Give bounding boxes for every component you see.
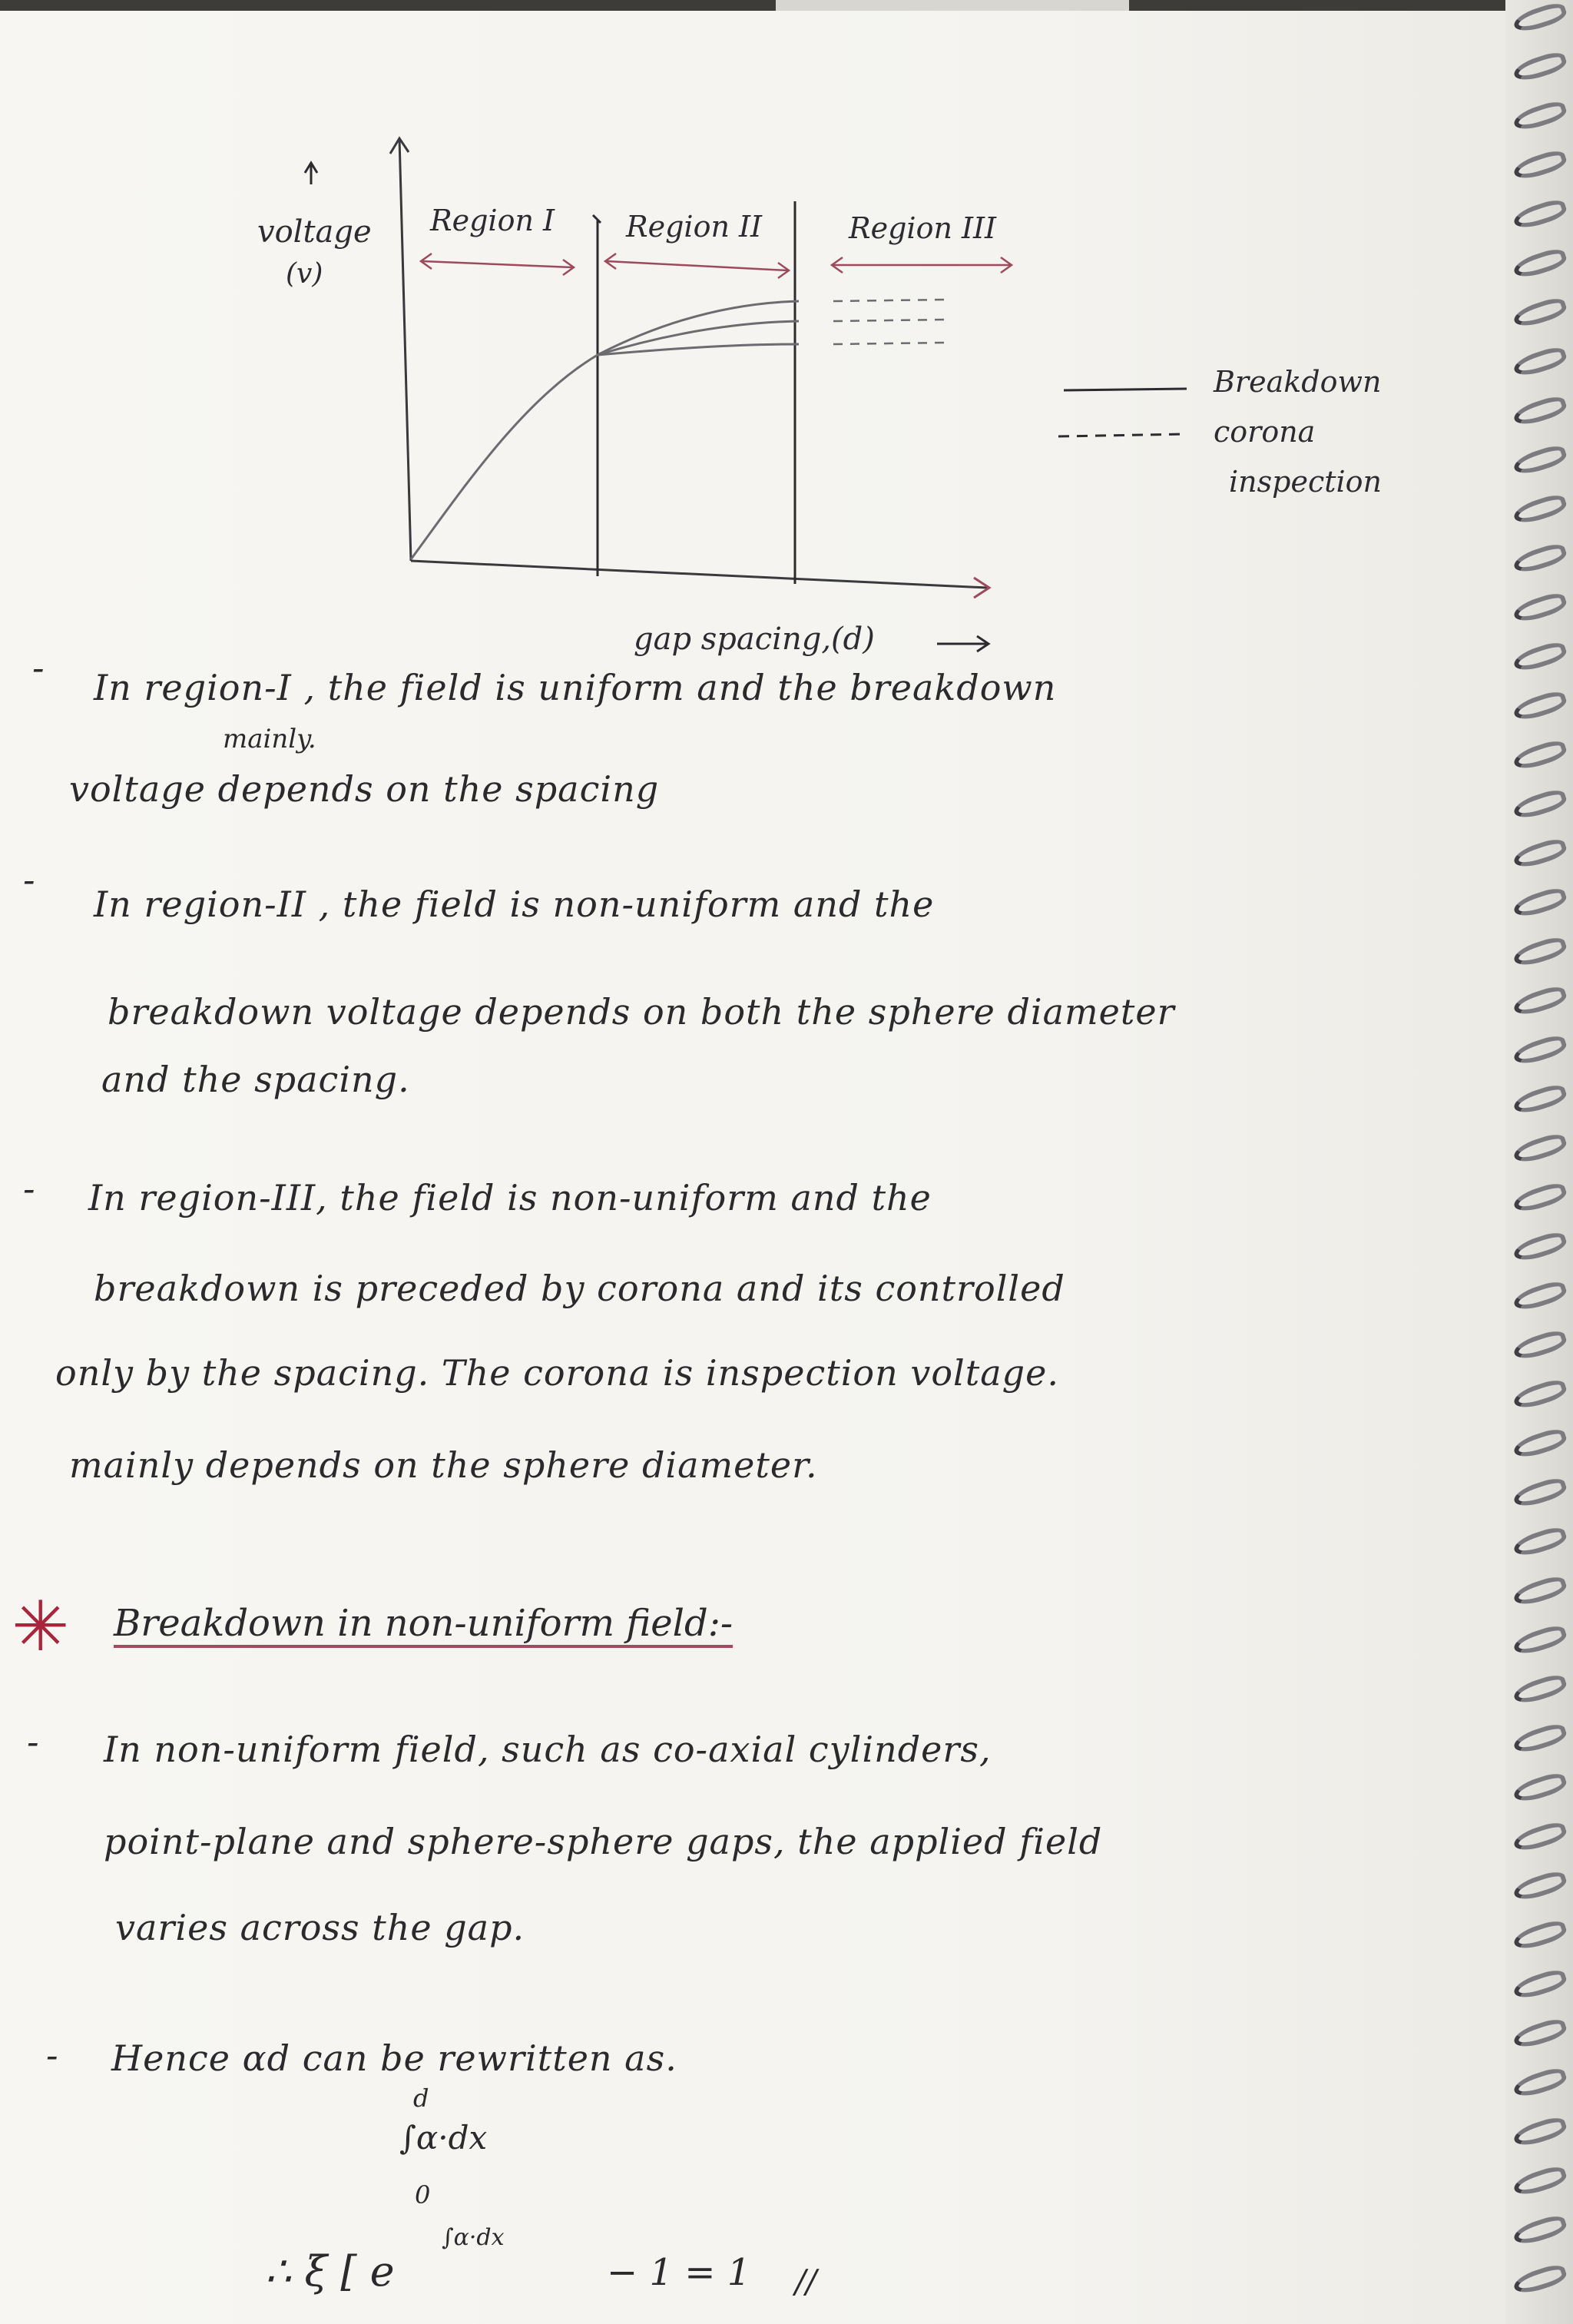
spiral-ring [1512, 836, 1569, 871]
spiral-ring [1512, 1278, 1569, 1314]
integral-lower-limit: 0 [415, 2180, 431, 2210]
spiral-ring [1512, 197, 1569, 232]
region-arrows [421, 254, 1012, 278]
legend-corona: corona [1214, 415, 1316, 449]
legend-dashed-sample [1058, 434, 1187, 436]
spiral-ring [1512, 1328, 1569, 1363]
spiral-ring [1512, 49, 1569, 85]
region-1-label: Region I [430, 204, 555, 237]
spiral-ring [1512, 787, 1569, 822]
spiral-ring [1512, 590, 1569, 625]
spiral-ring [1512, 2114, 1569, 2150]
spiral-ring [1512, 1918, 1569, 1953]
spiral-ring [1512, 443, 1569, 478]
p2-line-1: In region-II , the field is non-uniform and the [94, 884, 935, 925]
region-3-label: Region III [849, 211, 997, 245]
bullet-3: - [23, 1168, 35, 1209]
spiral-ring [1512, 148, 1569, 183]
spiral-ring [1512, 1033, 1569, 1068]
y-axis-unit: (v) [286, 258, 323, 290]
p3-line-1: In region-III, the field is non-uniform and the [88, 1177, 932, 1218]
spiral-ring [1512, 1868, 1569, 1904]
integral-expression: ∫α·dx [399, 2119, 488, 2157]
s1-line-1: In non-uniform field, such as co-axial cylinders, [104, 1729, 992, 1770]
spiral-ring [1512, 2262, 1569, 2297]
legend-breakdown: Breakdown [1214, 365, 1382, 399]
spiral-ring [1512, 1180, 1569, 1215]
result-expression: ∴ ξ [ e [265, 2247, 395, 2296]
spiral-ring [1512, 0, 1569, 35]
spiral-ring [1512, 1967, 1569, 2002]
spiral-ring [1512, 1721, 1569, 1756]
spiral-ring [1512, 98, 1569, 134]
bullet-5: - [46, 2034, 58, 2076]
spiral-ring [1512, 639, 1569, 675]
legend-solid-sample [1064, 389, 1187, 390]
spiral-ring [1512, 344, 1569, 380]
bullet-2: - [23, 859, 35, 900]
spiral-ring [1512, 2213, 1569, 2248]
p1-line-1: In region-I , the field is uniform and the breakdown [94, 667, 1057, 708]
x-axis-label: gap spacing,(d) [634, 622, 875, 657]
spiral-ring [1512, 1426, 1569, 1461]
s1-line-3: varies across the gap. [115, 1907, 525, 1948]
p3-line-2: breakdown is preceded by corona and its controlled [94, 1268, 1065, 1309]
spiral-ring [1512, 738, 1569, 773]
spiral-ring [1512, 2016, 1569, 2051]
spiral-ring [1512, 885, 1569, 920]
spiral-ring [1512, 1082, 1569, 1117]
star-icon: ✳ [12, 1586, 70, 1667]
y-axis [399, 138, 411, 561]
p1-line-2: voltage depends on the spacing [69, 768, 660, 810]
y-axis-label: voltage [257, 214, 372, 250]
spiral-ring [1512, 1524, 1569, 1560]
result-tail: − 1 = 1 [607, 2251, 751, 2294]
spiral-ring [1512, 1131, 1569, 1166]
spiral-ring [1512, 1475, 1569, 1510]
spiral-ring [1512, 295, 1569, 330]
corona-dashes [833, 300, 945, 344]
final-mark: // [795, 2263, 817, 2300]
p2-line-3: and the spacing. [101, 1059, 410, 1100]
p2-line-2: breakdown voltage depends on both the sphere diameter [108, 991, 1175, 1033]
spiral-ring [1512, 1377, 1569, 1412]
spiral-ring [1512, 541, 1569, 576]
x-axis [411, 561, 987, 588]
spiral-ring [1512, 983, 1569, 1019]
region-2-label: Region II [626, 210, 763, 244]
curves [411, 301, 799, 559]
spiral-ring [1512, 1672, 1569, 1707]
spiral-binding [1505, 0, 1573, 2324]
spiral-ring [1512, 1819, 1569, 1855]
section-heading: Breakdown in non-uniform field:- [114, 1602, 734, 1645]
integral-upper-limit: d [413, 2084, 429, 2113]
spiral-ring [1512, 1623, 1569, 1658]
result-exponent: ∫α·dx [442, 2224, 505, 2251]
p3-line-3: only by the spacing. The corona is inspection voltage. [55, 1352, 1059, 1394]
bullet-4: - [27, 1721, 39, 1762]
spiral-ring [1512, 2065, 1569, 2100]
s1-line-2: point-plane and sphere-sphere gaps, the applied field [104, 1821, 1103, 1862]
spiral-ring [1512, 688, 1569, 724]
spiral-ring [1512, 1770, 1569, 1805]
spiral-ring [1512, 934, 1569, 970]
spiral-ring [1512, 1573, 1569, 1609]
legend-corona-2: inspection [1229, 465, 1382, 499]
spiral-ring [1512, 492, 1569, 527]
spiral-ring [1512, 2163, 1569, 2199]
bullet-1: - [32, 647, 45, 688]
breakdown-figure [0, 0, 1505, 691]
spiral-ring [1512, 246, 1569, 281]
spiral-ring [1512, 1229, 1569, 1265]
s2-line-1: Hence αd can be rewritten as. [111, 2037, 677, 2079]
spiral-ring [1512, 393, 1569, 429]
p3-line-4: mainly depends on the sphere diameter. [69, 1444, 818, 1486]
p1-caret-insert: mainly. [223, 724, 316, 754]
